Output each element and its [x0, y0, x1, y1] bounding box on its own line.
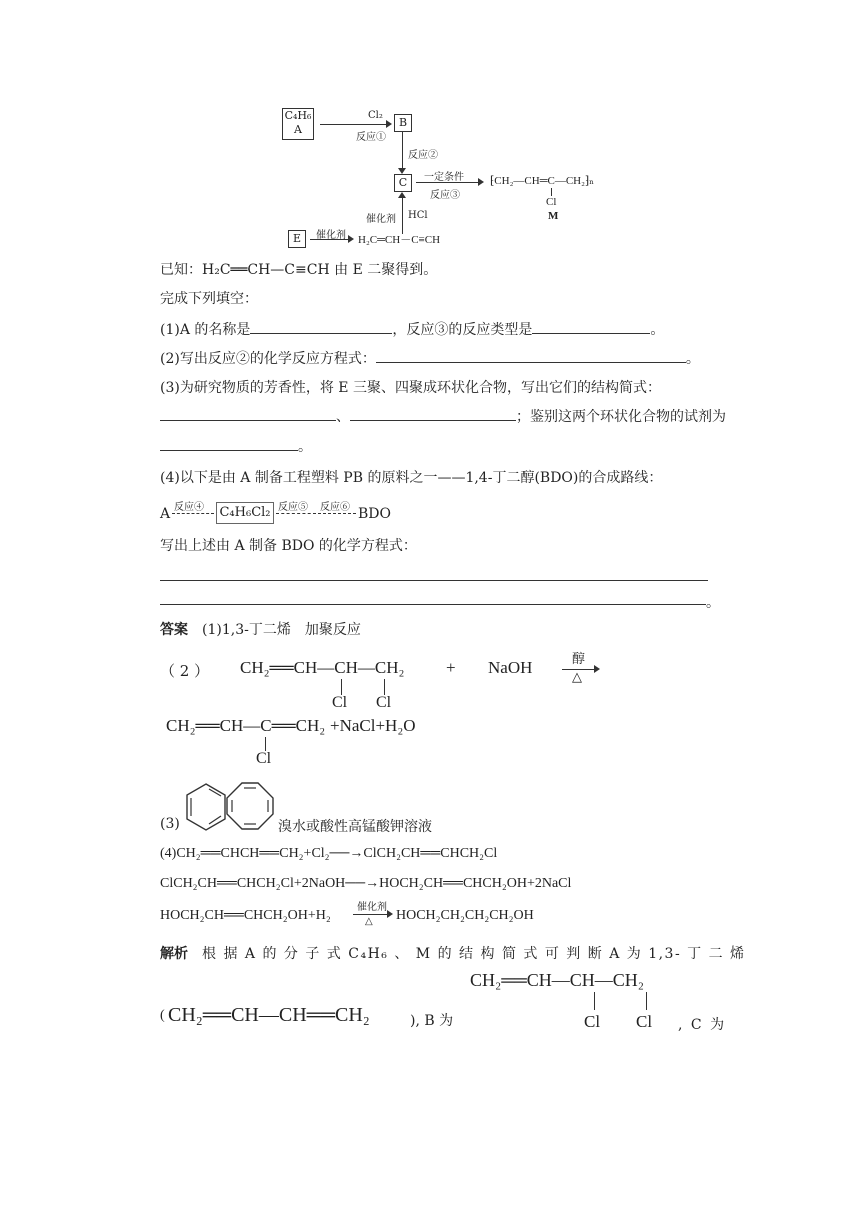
answer-2-bond-2 — [384, 679, 385, 695]
route-arrow4 — [172, 513, 214, 514]
answer-2-naoh: NaOH — [488, 658, 533, 677]
route-r6-label: 反应⑥ — [320, 502, 350, 513]
q1-blank-b[interactable] — [532, 319, 650, 334]
route-r4-label: 反应④ — [174, 502, 204, 513]
answer-2-plus: + — [446, 658, 456, 677]
route-box-c4h6cl2 — [216, 502, 274, 524]
answer-2-cl-2: Cl — [376, 694, 392, 711]
arrow5-catalyst: 催化剂 — [316, 230, 346, 241]
question-2 — [160, 348, 700, 369]
arrow4 — [402, 198, 403, 234]
analysis-line-1 — [160, 944, 746, 964]
q3-text-b: 、 — [336, 409, 350, 425]
benzene-structure — [184, 782, 228, 832]
answer-3 — [160, 778, 760, 836]
answer-4-line-1: (4)CH₂══CHCH══CH₂+Cl₂──→ClCH₂CH══CHCH₂Cl — [160, 846, 498, 861]
answer-2-product-cl: Cl — [256, 750, 272, 767]
answer-4-catalyst: 催化剂 — [357, 902, 387, 913]
q3-blank-c[interactable] — [160, 436, 298, 451]
answer-2-product: CH₂══CH—C══CH₂ — [166, 716, 326, 735]
q2-blank[interactable] — [376, 348, 686, 363]
polymer-m-structure: ⁅CH₂—CH═C—CH₂⁆ₙ — [490, 175, 594, 187]
arrow2 — [402, 132, 403, 170]
question-4b: 写出上述由 A 制备 BDO 的化学方程式： — [160, 538, 417, 554]
q1-text-a: (1)A 的名称是 — [160, 322, 251, 338]
polymer-cl-bond — [551, 188, 552, 196]
polymer-m-label: M — [548, 210, 559, 222]
analysis-text: 根 据 A 的 分 子 式 C₄H₆ 、 M 的 结 构 简 式 可 判 断 A 为 1,3- 丁 二 烯 — [202, 946, 746, 962]
analysis-butadiene: CH₂══CH—CH══CH₂ — [168, 1004, 370, 1026]
arrow1-reagent: Cl₂ — [368, 110, 383, 121]
synthesis-route — [160, 498, 420, 528]
arrow4-reagent: HCl — [408, 210, 428, 221]
answer-2-cond-top: 醇 — [572, 652, 586, 667]
q3-blank-b[interactable] — [350, 406, 516, 421]
analysis-b-cl-2: Cl — [636, 1012, 653, 1031]
analysis-b-wei: ), B 为 — [410, 1013, 454, 1029]
route-end: BDO — [358, 506, 391, 522]
instruction: 完成下列填空： — [160, 291, 258, 307]
q1-text-c: 。 — [650, 322, 665, 338]
vinylacetylene: H₂C═CH－C≡CH — [358, 234, 441, 246]
question-3: (3)为研究物质的芳香性，将 E 三聚、四聚成环状化合物，写出它们的结构简式： — [160, 380, 661, 396]
q3-text-d: 。 — [298, 439, 312, 455]
q3-text-c: ；鉴别这两个环状化合物的试剂为 — [516, 409, 726, 425]
answer-2-arrow-head — [594, 665, 600, 673]
known-info: 已知：H₂C══CH—C≡CH 由 E 二聚得到。 — [160, 262, 438, 278]
compound-a-label: A — [294, 123, 302, 136]
analysis-b-structure: CH₂══CH—CH—CH₂ — [470, 970, 645, 990]
route-arrow6 — [318, 513, 356, 514]
arrow4-head — [398, 192, 406, 198]
q3-blank-a[interactable] — [160, 406, 336, 421]
answer-2-reactant: CH₂══CH—CH—CH₂ — [240, 658, 405, 677]
compound-a-formula: C₄H₆ — [284, 109, 312, 122]
arrow3-head — [478, 178, 484, 186]
cyclooctatetraene-structure — [224, 780, 276, 832]
compound-c-box: C — [394, 174, 412, 192]
arrow2-label: 反应② — [408, 150, 438, 161]
answer-2-cl-1: Cl — [332, 694, 348, 711]
arrow4-catalyst: 催化剂 — [366, 214, 396, 225]
route-intermediate: C₄H₆Cl₂ — [219, 505, 271, 520]
answer-2-num: （ 2 ） — [160, 662, 210, 680]
route-start: A — [160, 506, 171, 522]
answer-2-product-bond — [265, 737, 266, 751]
answer-1-text: (1)1,3-丁二烯 加聚反应 — [202, 622, 361, 638]
arrow5-head — [348, 235, 354, 243]
arrow3-label: 反应③ — [430, 190, 460, 201]
answer-2-cond-bottom: △ — [572, 670, 582, 685]
route-arrow5 — [276, 513, 316, 514]
answer-2 — [160, 648, 760, 768]
answer-4-arrow-head — [387, 910, 393, 918]
answer-1 — [160, 620, 361, 640]
route-r5-label: 反应⑤ — [278, 502, 308, 513]
reaction-scheme — [270, 100, 650, 255]
analysis-b-bond-1 — [594, 992, 595, 1010]
analysis-paren-open: ( — [160, 1008, 165, 1023]
compound-b-box: B — [394, 114, 412, 132]
answer-2-bond-1 — [341, 679, 342, 695]
q2-text-a: (2)写出反应②的化学反应方程式： — [160, 351, 376, 367]
answer-4-heat: △ — [365, 916, 373, 927]
arrow3 — [416, 182, 480, 183]
answer-3-reagent: 溴水或酸性高锰酸钾溶液 — [278, 819, 432, 835]
answer-4-line-2: ClCH₂CH══CHCH₂Cl+2NaOH──→HOCH₂CH══CHCH₂OH+2NaCl — [160, 876, 572, 891]
arrow3-condition: 一定条件 — [424, 172, 464, 183]
q1-text-b: ，反应③的反应类型是 — [392, 322, 533, 338]
analysis-line-2 — [160, 966, 740, 1036]
arrow5 — [310, 239, 350, 240]
answer-4-arrow — [353, 914, 389, 915]
q2-text-b: 。 — [685, 351, 700, 367]
arrow1-label: 反应① — [356, 132, 386, 143]
analysis-b-cl-1: Cl — [584, 1012, 601, 1031]
analysis-label: 解析 — [160, 946, 188, 962]
answer-4-line-3-right: HOCH₂CH₂CH₂CH₂OH — [396, 908, 534, 923]
compound-a-box — [282, 108, 314, 140]
answer-label: 答案 — [160, 622, 188, 638]
q4-answer-line-1[interactable] — [160, 580, 708, 581]
compound-e-box: E — [288, 230, 306, 248]
q4-end-mark: 。 — [706, 595, 720, 611]
question-1 — [160, 319, 664, 340]
question-3-cont — [160, 406, 726, 427]
answer-3-num: (3) — [160, 816, 180, 832]
answer-4-line-3 — [160, 898, 720, 934]
analysis-c-wei: , C 为 — [678, 1017, 727, 1033]
q4-answer-line-2[interactable] — [160, 604, 706, 605]
arrow1-head — [386, 120, 392, 128]
polymer-cl: Cl — [546, 196, 557, 208]
question-4: (4)以下是由 A 制备工程塑料 PB 的原料之一——1,4-丁二醇(BDO)的合成路线： — [160, 470, 663, 486]
answer-4-line-3-left: HOCH₂CH══CHCH₂OH+H₂ — [160, 908, 331, 923]
arrow1 — [320, 124, 388, 125]
answer-2-byproducts: +NaCl+H₂O — [330, 716, 416, 735]
analysis-b-bond-2 — [646, 992, 647, 1010]
q1-blank-a[interactable] — [250, 319, 392, 334]
question-3-cont2 — [160, 436, 312, 457]
